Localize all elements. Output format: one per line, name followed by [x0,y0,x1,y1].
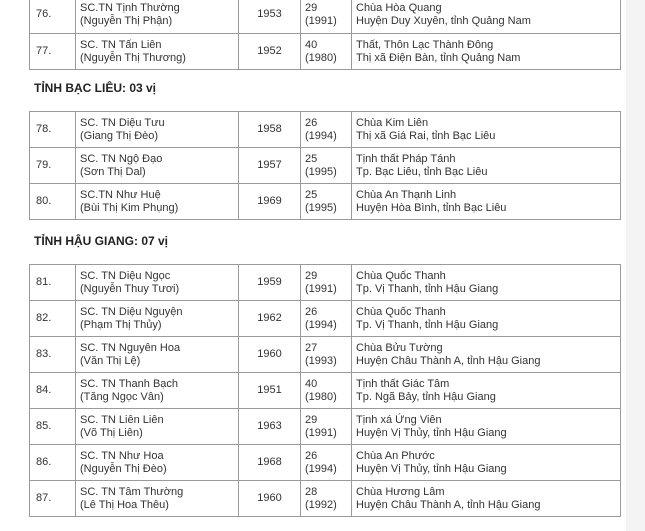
ordination-cell [301,445,352,481]
lay-name: (Nguyễn Thị Đèo) [80,462,167,475]
table-row [30,148,621,184]
dharma-name: SC. TN Tâm Thường [80,485,184,498]
birth-year: 1963 [239,409,301,445]
row-number: 81. [30,265,76,301]
lay-name: (Nguyễn Thuy Tươi) [80,282,180,295]
monk-name-cell [76,301,239,337]
table-row [30,409,621,445]
ordination-cell [301,184,352,220]
birth-year: 1953 [239,0,301,34]
dharma-name: SC. TN Diệu Tưu [80,116,165,129]
monk-name-cell [76,373,239,409]
temple-address: Huyện Châu Thành A, tỉnh Hậu Giang [356,354,541,367]
temple-name: Chùa Kim Liên [356,116,429,129]
temple-cell [352,445,621,481]
table-hau-giang [29,264,621,517]
ordination-cell [301,301,352,337]
lay-name: (Lê Thị Hoa Thêu) [80,498,169,511]
ordination-year: (1994) [305,462,337,475]
ordination-cell [301,481,352,517]
temple-address: Huyện Vị Thủy, tỉnh Hậu Giang [356,426,507,439]
section-title-bac-lieu: TỈNH BẠC LIÊU: 03 vị [34,81,157,95]
ordination-age: 25 [305,152,318,165]
temple-address: Tp. Vị Thanh, tỉnh Hậu Giang [356,282,499,295]
ordination-cell [301,148,352,184]
temple-address: Tp. Bạc Liêu, tỉnh Bạc Liêu [356,165,488,178]
table-row [30,34,621,70]
temple-cell [352,184,621,220]
birth-year: 1968 [239,445,301,481]
ordination-age: 29 [305,269,318,282]
table-bac-lieu [29,111,621,220]
ordination-year: (1993) [305,354,337,367]
ordination-age: 26 [305,449,318,462]
ordination-year: (1992) [305,498,337,511]
section-title-hau-giang: TỈNH HẬU GIANG: 07 vị [34,234,169,248]
page-side-margin [626,0,645,531]
row-number: 84. [30,373,76,409]
temple-name: Chùa Hòa Quang [356,1,442,14]
ordination-age: 28 [305,485,318,498]
birth-year: 1969 [239,184,301,220]
birth-year: 1958 [239,112,301,148]
dharma-name: SC.TN Như Huệ [80,188,161,201]
ordination-age: 25 [305,188,318,201]
temple-address: Huyện Hòa Bình, tỉnh Bạc Liêu [356,201,507,214]
ordination-age: 29 [305,1,318,14]
temple-cell [352,265,621,301]
birth-year: 1960 [239,481,301,517]
ordination-year: (1991) [305,426,337,439]
temple-cell [352,112,621,148]
dharma-name: SC. TN Liên Liên [80,413,164,426]
row-number: 77. [30,34,76,70]
ordination-age: 29 [305,413,318,426]
monk-name-cell [76,409,239,445]
row-number: 82. [30,301,76,337]
lay-name: (Võ Thị Liên) [80,426,143,439]
table-row [30,481,621,517]
row-number: 83. [30,337,76,373]
temple-name: Chùa Quốc Thanh [356,305,446,318]
ordination-cell [301,409,352,445]
temple-address: Tp. Ngã Bảy, tỉnh Hậu Giang [356,390,496,403]
ordination-cell [301,34,352,70]
ordination-year: (1994) [305,318,337,331]
ordination-year: (1995) [305,165,337,178]
table-row [30,373,621,409]
table-row [30,265,621,301]
table-row [30,184,621,220]
ordination-cell [301,265,352,301]
dharma-name: SC.TN Tịnh Thường [80,1,180,14]
monk-name-cell [76,34,239,70]
ordination-cell [301,112,352,148]
temple-name: Tịnh xá Ứng Viên [356,413,442,426]
temple-address: Huyện Châu Thành A, tỉnh Hậu Giang [356,498,541,511]
table-row [30,337,621,373]
dharma-name: SC. TN Tấn Liên [80,38,162,51]
monk-name-cell [76,112,239,148]
temple-address: Thị xã Giá Rai, tỉnh Bạc Liêu [356,129,496,142]
temple-cell [352,148,621,184]
table-row [30,0,621,34]
birth-year: 1959 [239,265,301,301]
monk-name-cell [76,265,239,301]
temple-address: Huyện Vị Thủy, tỉnh Hậu Giang [356,462,507,475]
temple-address: Huyện Duy Xuyên, tỉnh Quảng Nam [356,14,531,27]
table-row [30,301,621,337]
dharma-name: SC. TN Thanh Bạch [80,377,179,390]
lay-name: (Sơn Thị Dal) [80,165,146,178]
ordination-year: (1991) [305,282,337,295]
ordination-cell [301,0,352,34]
monk-name-cell [76,445,239,481]
dharma-name: SC. TN Diệu Nguyện [80,305,183,318]
birth-year: 1960 [239,337,301,373]
monk-name-cell [76,337,239,373]
lay-name: (Nguyễn Thị Phận) [80,14,173,27]
monk-name-cell [76,184,239,220]
row-number: 78. [30,112,76,148]
lay-name: (Phạm Thị Thủy) [80,318,162,331]
table-row [30,112,621,148]
ordination-year: (1994) [305,129,337,142]
lay-name: (Tăng Ngọc Vân) [80,390,164,403]
temple-cell [352,481,621,517]
temple-name: Chùa Quốc Thanh [356,269,446,282]
temple-name: Chùa Hương Lâm [356,485,445,498]
ordination-age: 40 [305,377,318,390]
ordination-age: 26 [305,305,318,318]
temple-name: Chùa Bửu Tường [356,341,443,354]
ordination-year: (1991) [305,14,337,27]
ordination-age: 26 [305,116,318,129]
ordination-age: 27 [305,341,318,354]
ordination-year: (1980) [305,390,337,403]
dharma-name: SC. TN Ngộ Đạo [80,152,163,165]
dharma-name: SC. TN Diệu Ngọc [80,269,171,282]
row-number: 85. [30,409,76,445]
row-number: 80. [30,184,76,220]
ordination-year: (1980) [305,51,337,64]
ordination-year: (1995) [305,201,337,214]
temple-cell [352,0,621,34]
table-quang-nam [29,0,621,70]
lay-name: (Giang Thị Đèo) [80,129,159,142]
lay-name: (Nguyễn Thị Thương) [80,51,186,64]
ordination-cell [301,373,352,409]
row-number: 86. [30,445,76,481]
monk-name-cell [76,0,239,34]
birth-year: 1952 [239,34,301,70]
temple-cell [352,34,621,70]
table-row [30,445,621,481]
birth-year: 1951 [239,373,301,409]
temple-name: Thất, Thôn Lạc Thành Đông [356,38,494,51]
temple-cell [352,337,621,373]
temple-name: Chùa An Thạnh Linh [356,188,457,201]
row-number: 79. [30,148,76,184]
birth-year: 1957 [239,148,301,184]
lay-name: (Văn Thị Lệ) [80,354,141,367]
temple-cell [352,373,621,409]
row-number: 87. [30,481,76,517]
temple-name: Chùa An Phước [356,449,435,462]
monk-name-cell [76,148,239,184]
temple-name: Tịnh thất Giác Tâm [356,377,450,390]
lay-name: (Bùi Thị Kim Phụng) [80,201,179,214]
row-number: 76. [30,0,76,34]
birth-year: 1962 [239,301,301,337]
ordination-age: 40 [305,38,318,51]
temple-name: Tịnh thất Pháp Tánh [356,152,456,165]
dharma-name: SC. TN Như Hoa [80,449,164,462]
ordination-cell [301,337,352,373]
temple-address: Tp. Vị Thanh, tỉnh Hậu Giang [356,318,499,331]
temple-address: Thị xã Điện Bàn, tỉnh Quảng Nam [356,51,521,64]
temple-cell [352,301,621,337]
temple-cell [352,409,621,445]
dharma-name: SC. TN Nguyên Hoa [80,341,181,354]
monk-name-cell [76,481,239,517]
